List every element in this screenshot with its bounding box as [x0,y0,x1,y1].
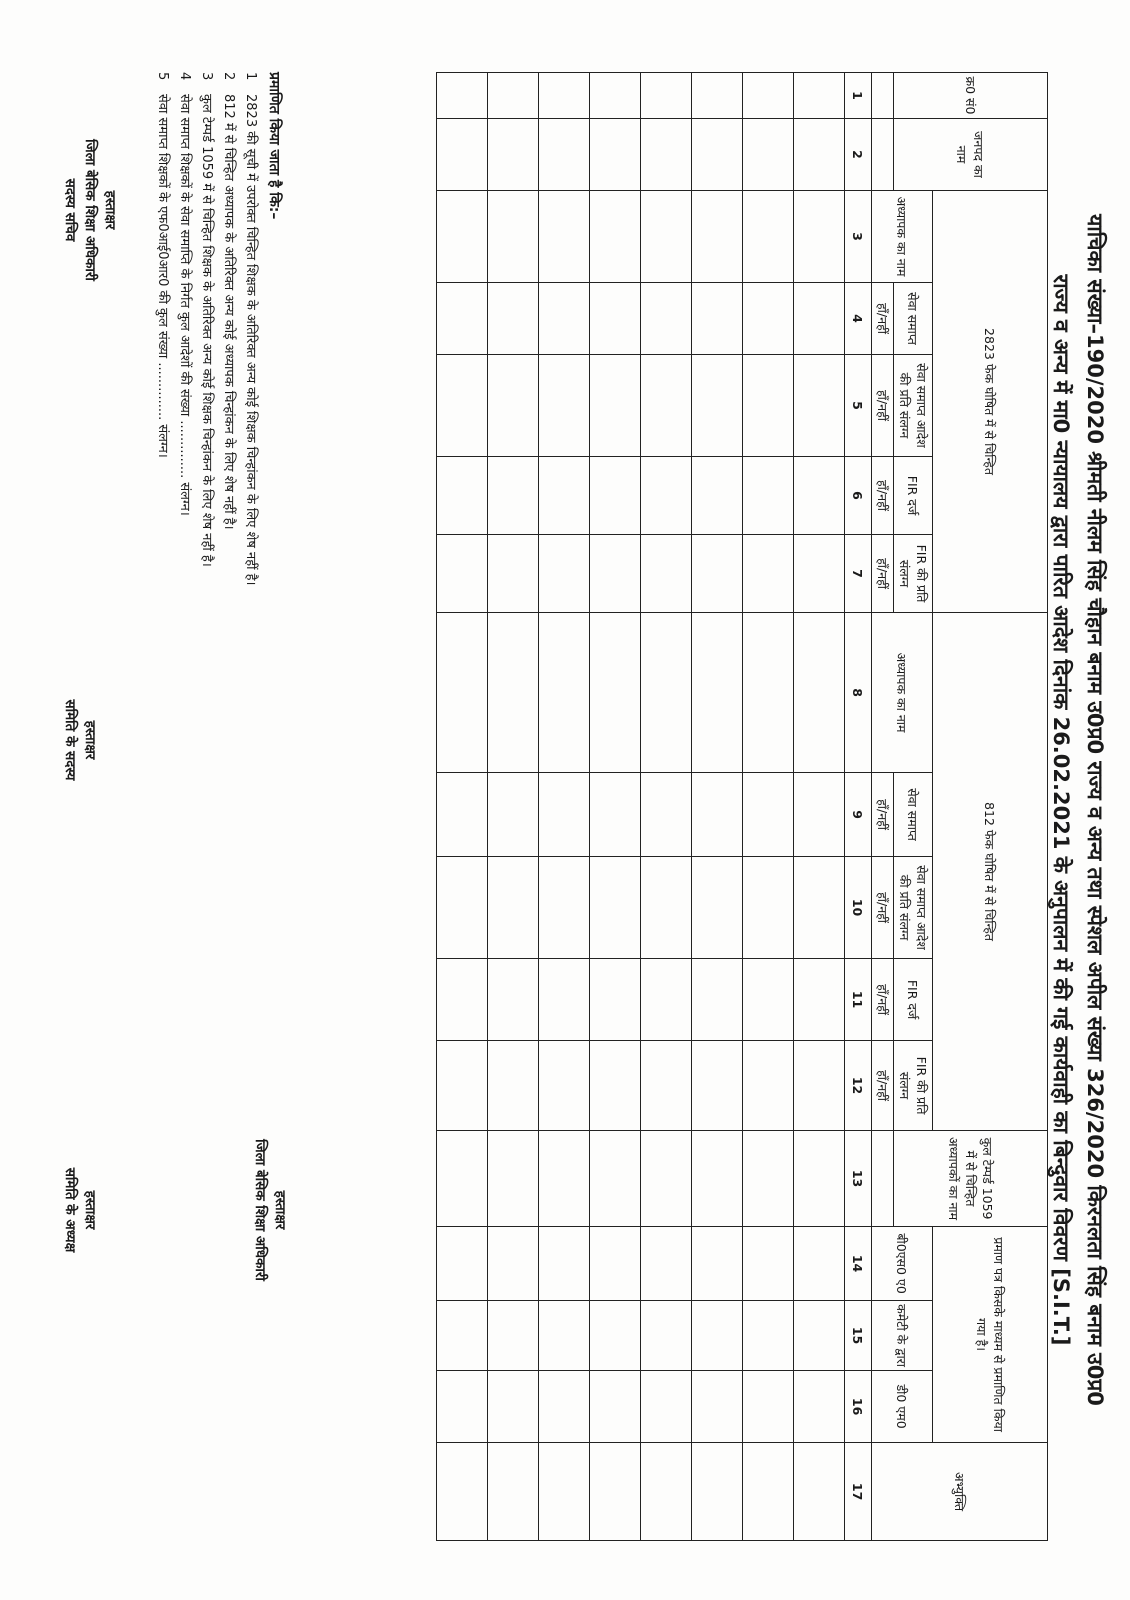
table-cell [794,1443,845,1541]
col-number: 11 [845,959,872,1041]
table-cell [539,857,590,959]
table-cell [794,73,845,119]
table-cell [743,959,794,1041]
col-number: 15 [845,1301,872,1371]
table-cell [641,857,692,959]
note-item: 5सेवा समाप्त शिक्षकों के एफ0आई0आर0 की कुल संख्या .............. संलग्न। [155,72,170,458]
col-number: 7 [845,535,872,613]
table-cell [641,1371,692,1443]
table-cell [539,283,590,355]
table-cell [794,355,845,457]
table-cell [743,1041,794,1131]
table-cell [692,457,743,535]
table-cell [794,1301,845,1371]
table-cell [794,1371,845,1443]
table-cell [437,191,488,283]
signature-bsa: हस्ताक्षर जिला बेसिक शिक्षा अधिकारी [252,1139,288,1281]
table-cell [539,457,590,535]
table-cell [437,457,488,535]
col-number: 9 [845,773,872,857]
col-number: 14 [845,1227,872,1301]
table-cell [437,1301,488,1371]
table-cell [641,773,692,857]
table-cell [692,191,743,283]
table-cell [794,457,845,535]
table-cell [743,191,794,283]
table-cell [539,613,590,773]
table-cell [641,1041,692,1131]
table-cell [743,535,794,613]
table-cell [488,1131,539,1227]
table-cell [641,613,692,773]
table-cell [488,1227,539,1301]
table-cell [641,535,692,613]
yes-no-col-11: हाँ/नहीं [872,959,894,1041]
table-cell [590,857,641,959]
col-number: 16 [845,1371,872,1443]
table-cell [590,73,641,119]
table-cell [488,457,539,535]
signature-member: हस्ताक्षर समिति के सदस्य [62,699,98,781]
col-number: 5 [845,355,872,457]
table-cell [590,283,641,355]
yes-no-col-10: हाँ/नहीं [872,857,894,959]
table-cell [539,1443,590,1541]
table-cell [539,1041,590,1131]
table-cell [743,1443,794,1541]
table-cell [743,1131,794,1227]
header-group-2823: 2823 फेक घोषित में से चिन्हित [933,191,1048,613]
signature-secretary: हस्ताक्षर जिला बेसिक शिक्षा अधिकारी सदस्य सचिव [62,139,118,281]
certification-notes [151,72,285,1172]
table-cell [641,73,692,119]
table-cell [692,1443,743,1541]
yes-no-col-12: हाँ/नहीं [872,1041,894,1131]
table-cell [794,283,845,355]
table-cell [794,191,845,283]
table-cell [641,355,692,457]
table-cell [488,1041,539,1131]
table-cell [590,457,641,535]
table-cell [437,773,488,857]
table-cell [539,1301,590,1371]
header-fir-copy: FIR की प्रति संलग्न [894,535,933,613]
header-column-row [894,73,933,1541]
table-cell [437,355,488,457]
col-number: 8 [845,613,872,773]
note-item: 2812 में से चिन्हित अध्यापक के अतिरिक्त अन्य कोई अध्यापक चिन्हांकन के लिए शेष नहीं है। [221,72,236,530]
header-dm: डी0 एम0 [872,1371,933,1443]
table-cell [488,355,539,457]
table-cell [590,1443,641,1541]
table-cell [743,613,794,773]
table-cell [539,355,590,457]
col-number: 3 [845,191,872,283]
table-cell [590,613,641,773]
table-cell [692,1041,743,1131]
table-cell [437,1041,488,1131]
table-cell [488,119,539,191]
table-cell [590,191,641,283]
header-fir-812: FIR दर्ज [894,959,933,1041]
table-cell [743,1227,794,1301]
table-cell [641,457,692,535]
table-cell [641,119,692,191]
table-cell [794,613,845,773]
table-cell [692,535,743,613]
table-cell [590,535,641,613]
table-cell [692,1131,743,1227]
table-cell [488,191,539,283]
table-cell [692,73,743,119]
table-cell [692,1301,743,1371]
table-cell [692,857,743,959]
title-line-2: राज्य व अन्य में मा0 न्यायालय द्वारा पारित आदेश दिनांक 26.02.2021 के अनुपालन में की गई कार्यवाही का बिन्दुवार विवरण [S.I.T.] [1049,274,1073,1346]
table-cell [539,773,590,857]
table-cell [692,773,743,857]
header-fir-copy-812: FIR की प्रति संलग्न [894,1041,933,1131]
table-cell [641,1227,692,1301]
yes-no-col-6: हाँ/नहीं [872,457,894,535]
table-cell [437,857,488,959]
table-cell [539,1227,590,1301]
table-cell [488,1443,539,1541]
col-number: 13 [845,1131,872,1227]
col-number: 2 [845,119,872,191]
col-number: 10 [845,857,872,959]
header-group-certification: प्रमाण पत्र किसके माध्यम से प्रमाणित किया गया है। [933,1227,1048,1443]
header-remarks: अभ्युक्ति [872,1443,1048,1541]
header-teacher-name-812: अध्यापक का नाम [872,613,933,773]
table-cell [488,535,539,613]
table-cell [692,1371,743,1443]
table-cell [590,1371,641,1443]
col-number: 12 [845,1041,872,1131]
table-cell [437,73,488,119]
table-cell [794,773,845,857]
table-cell [437,1131,488,1227]
table-cell [590,355,641,457]
table-cell [488,1371,539,1443]
table-cell [590,773,641,857]
table-cell [794,1227,845,1301]
table-cell [437,119,488,191]
table-cell [590,1227,641,1301]
table-cell [539,1371,590,1443]
header-sno: क्र0 सं0 [894,73,1048,119]
table-cell [692,1227,743,1301]
table-cell [743,119,794,191]
table-cell [590,119,641,191]
table-cell [641,1131,692,1227]
table-cell [488,73,539,119]
table-cell [641,959,692,1041]
table-cell [488,857,539,959]
table-cell [488,773,539,857]
yes-no-col-5: हाँ/नहीं [872,355,894,457]
header-service-end-copy-812: सेवा समाप्त आदेश की प्रति संलग्न [894,857,933,959]
table-cell [437,1227,488,1301]
title-line-1: याचिका संख्या–190/2020 श्रीमती नीलम सिंह चौहान बनाम उ0प्र0 राज्य व अन्य तथा स्पेशल अपील संख्या 326/2020 किरनलता सिंह बनाम उ0प्र0 [1083,214,1107,1406]
table-cell [794,119,845,191]
table-cell [794,535,845,613]
table-cell [539,73,590,119]
header-group-row [933,73,1048,1541]
col-number: 1 [845,73,872,119]
note-item: 3कुल टेम्पर्ड 1059 में से चिन्हित शिक्षक के अतिरिक्त अन्य कोई शिक्षक चिन्हांकन के लिए शेष नहीं है। [199,72,214,567]
yes-no-col-7: हाँ/नहीं [872,535,894,613]
header-tempered-1059: कुल टेम्पर्ड 1059 में से चिन्हित अध्यापकों का नाम [894,1131,1048,1227]
table-cell [743,857,794,959]
table-cell [539,1131,590,1227]
table-cell [437,959,488,1041]
yes-no-col-4: हाँ/नहीं [872,283,894,355]
table-cell [743,1301,794,1371]
header-group-812: 812 फेक घोषित में से चिन्हित [933,613,1048,1131]
table-cell [437,1443,488,1541]
table-cell [590,1131,641,1227]
document-title [1044,80,1112,1540]
table-cell [641,283,692,355]
table-cell [590,1301,641,1371]
header-fir: FIR दर्ज [894,457,933,535]
table-cell [641,191,692,283]
table-cell [488,959,539,1041]
header-teacher-name: अध्यापक का नाम [872,191,933,283]
sit-table [436,72,1048,1541]
table-cell [692,355,743,457]
table-cell [641,1301,692,1371]
table-cell [437,1371,488,1443]
table-cell [692,283,743,355]
table-row [692,73,743,1541]
table-cell [539,959,590,1041]
table-row [641,73,692,1541]
header-district: जनपद का नाम [894,119,1048,191]
table-cell [590,1041,641,1131]
header-bsa: बी0एस0 ए0 [872,1227,933,1301]
col-number: 6 [845,457,872,535]
table-cell [743,1371,794,1443]
table-cell [794,959,845,1041]
table-cell [794,857,845,959]
table-row [794,73,845,1541]
signature-chairman: हस्ताक्षर समिति के अध्यक्ष [62,1167,98,1253]
table-row [437,73,488,1541]
table-cell [437,535,488,613]
table-cell [539,535,590,613]
table-cell [539,119,590,191]
table-cell [641,1443,692,1541]
table-cell [437,283,488,355]
header-service-end: सेवा समाप्त [894,283,933,355]
col-number: 17 [845,1443,872,1541]
table-cell [488,1301,539,1371]
table-cell [692,613,743,773]
table-cell [590,959,641,1041]
blank-rows [437,73,845,1541]
table-cell [488,283,539,355]
table-cell [794,1131,845,1227]
table-cell [743,457,794,535]
table-cell [794,1041,845,1131]
note-item: 4सेवा समाप्त शिक्षकों के सेवा समाप्ति के निर्गत कुल आदेशों की संख्या .............. संलग्न। [177,72,192,516]
table-cell [743,773,794,857]
table-cell [437,613,488,773]
table-cell [743,355,794,457]
header-committee: कमेटी के द्वारा [872,1301,933,1371]
table-row [743,73,794,1541]
table-cell [743,283,794,355]
header-service-end-812: सेवा समाप्त [894,773,933,857]
table-cell [692,119,743,191]
col-number: 4 [845,283,872,355]
yes-no-col-9: हाँ/नहीं [872,773,894,857]
note-item: 12823 की सूची में उपरोक्त चिन्हित शिक्षक के अतिरिक्त अन्य कोई शिक्षक चिन्हांकन के लिए शेष नहीं है। [243,72,258,586]
table-cell [488,613,539,773]
column-number-row [845,73,872,1541]
table-cell [692,959,743,1041]
table-row [488,73,539,1541]
header-service-end-copy: सेवा समाप्त आदेश की प्रति संलग्न [894,355,933,457]
table-cell [539,191,590,283]
table-cell [743,73,794,119]
table-row [590,73,641,1541]
table-row [539,73,590,1541]
notes-heading: प्रमाणित किया जाता है कि:– [266,72,282,220]
